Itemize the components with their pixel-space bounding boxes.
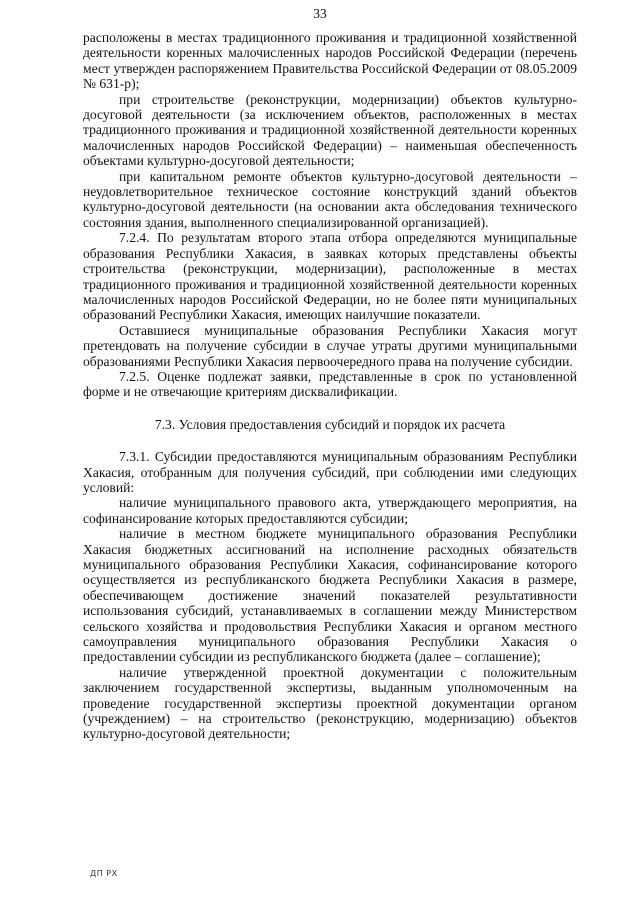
- paragraph: наличие в местном бюджете муниципального образования Республики Хакасия бюджетных ассигнований на исполнение расходных обязательств муниципального образования Республики Хакасия, софинансирование которого осуществляется из республиканского бюджета Республики Хакасия в размере, обеспечивающем достижение значений показателей результативности использования субсидий, устанавливаемых в соглашении между Министерством сельского хозяйства и продовольствия Республики Хакасия и органом местного самоуправления муниципального образования Республики Хакасия о предоставлении субсидии из республиканского бюджета (далее – соглашение);: [83, 526, 577, 665]
- paragraph: 7.3.1. Субсидии предоставляются муниципальным образованиям Республики Хакасия, отобранным для получения субсидий, при соблюдении ими следующих условий:: [83, 449, 577, 495]
- paragraph: расположены в местах традиционного проживания и традиционной хозяйственной деятельности коренных малочисленных народов Российской Федерации (перечень мест утвержден распоряжением Правительства Российской Федерации от 08.05.2009 № 631-р);: [83, 30, 577, 92]
- paragraph: при строительстве (реконструкции, модернизации) объектов культурно-досуговой деятельности (за исключением объектов, расположенных в местах традиционного проживания и традиционной хозяйственной деятельности коренных малочисленных народов Российской Федерации) – наименьшая обеспеченность объектами культурно-досуговой деятельности;: [83, 91, 577, 169]
- paragraph: Оставшиеся муниципальные образования Республики Хакасия могут претендовать на получение субсидии в случае утраты другими муниципальными образованиями Республики Хакасия первоочередного права на получение субсидии.: [83, 322, 577, 369]
- paragraph: 7.2.5. Оценке подлежат заявки, представленные в срок по установленной форме и не отвечающие критериям дисквалификации.: [83, 368, 577, 400]
- page-number: 33: [313, 6, 327, 21]
- section-heading: 7.3. Условия предоставления субсидий и порядок их расчета: [154, 416, 506, 432]
- paragraph: при капитальном ремонте объектов культурно-досуговой деятельности – неудовлетворительное техническое состояние конструкций зданий объектов культурно-досуговой деятельности (на основании акта обследования технического состояния здания, выполненного специализированной организацией).: [83, 168, 577, 230]
- paragraph: 7.2.4. По результатам второго этапа отбора определяются муниципальные образования Республики Хакасия, в заявках которых представлены объекты строительства (реконструкции, модернизации), расположенные в местах традиционного проживания и традиционной хозяйственной деятельности коренных малочисленных народов Российской Федерации, но не более пяти муниципальных образований Республики Хакасия, имеющих наилучшие показатели.: [83, 230, 577, 323]
- document-body: [83, 30, 577, 742]
- footer-mark: ДП РХ: [90, 869, 118, 878]
- paragraph: наличие муниципального правового акта, утверждающего мероприятия, на софинансирование которых предоставляются субсидии;: [83, 495, 577, 526]
- paragraph: наличие утвержденной проектной документации с положительным заключением государственной экспертизы, выданным уполномоченным на проведение государственной экспертизы проектной документации органом (учреждением) – на строительство (реконструкцию, модернизацию) объектов культурно-досуговой деятельности;: [83, 664, 577, 742]
